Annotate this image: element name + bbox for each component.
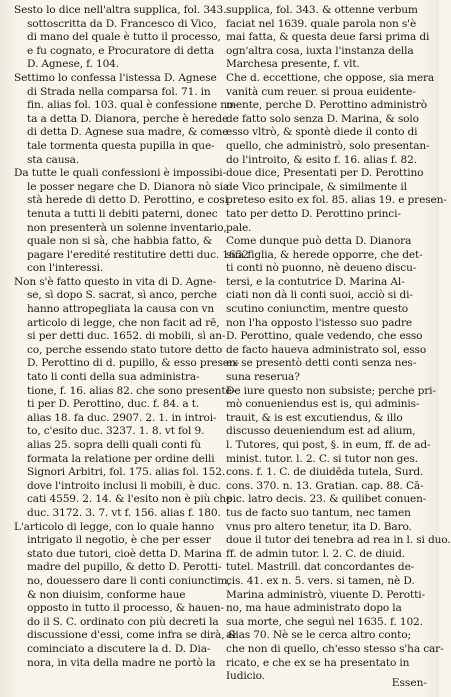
text-line: do l'introito, & esito f. 16. alias f. 82. [226,153,417,166]
text-line: stato due tutori, cioè detta D. Marina [27,547,222,560]
text-line: articolo di legge, che non facit ad rē, [27,316,220,329]
text-line: nora, in vita della madre ne portò la [27,656,216,669]
text-line: di mano del quale è tutto il processo, [27,31,221,44]
text-line: Marina administrò, viuente D. Perotti- [226,588,425,601]
text-line: cons. f. 1. C. de diuidēda tutela, Surd. [226,466,424,479]
text-line: de Vico principale, & similmente il [226,180,407,193]
text-line: ex se presentò detti conti senza nes- [226,357,417,370]
text-line: L'articolo di legge, con lo quale hanno [14,520,215,533]
text-line: do il S. C. ordinato con più decreti la [27,615,219,628]
text-line: con l'interessi. [27,262,104,275]
text-line: tato per detto D. Perottino princi- [226,207,401,220]
text-line: alias 25. sopra delli quali conti fù [27,439,201,451]
text-line: tato li conti della sua administra- [27,371,200,384]
text-line: ciati non dà li conti suoi, acciò si di- [226,289,413,302]
text-line: non presenterà un solenne inventario, [27,221,227,234]
text-line: ricato, e che ex se ha presentato in [226,656,410,669]
text-line: vanità cum reuer. si proua euidente- [226,85,416,98]
text-line: di detta D. Agnese sua madre, & come [27,126,229,139]
text-line: discusso deueniendum est ad alium, [226,425,416,438]
text-line: mai fatta, & questa deue farsi prima di [226,31,430,44]
text-line: Da tutte le quali confessioni è impossibi- [14,167,226,180]
text-line: minist. tutor. l. 2. C. si tutor non ges. [226,452,418,465]
text-line: duc. 3172. 3. 7. vt f. 156. alias f. 180. [27,506,221,519]
text-line: no, ma haue administrato dopo la [226,602,402,615]
text-line: non l'ha opposto l'istesso suo padre [226,316,413,329]
text-line: cis. 41. ex n. 5. vers. si tamen, nè D. [226,574,415,587]
text-line: tenuta a tutti li debiti paterni, donec [27,207,218,220]
text-line: tione, f. 16. alias 82. che sono presentē- [27,384,235,397]
text-line: sua morte, che seguì nel 1635. f. 102. [226,615,423,628]
text-line: intrigato il negotio, è che per esser [27,534,211,547]
text-line: Sesto lo dice nell'altra supplica, fol. 343. [14,4,227,16]
text-line: supplica, fol. 343. & ottenne verbum [226,4,418,16]
text-line: D. Perottino, quale vedendo, che esso [226,330,423,343]
text-line: de facto haueva administrato sol, esso [226,343,427,356]
text-line: cons. 370. n. 13. Gratian. cap. 88. Cā- [226,479,424,492]
text-line: opposto in tutto il processo, & hauen- [27,602,224,615]
text-line: tersi, e la contutrice D. Marina Al- [226,275,405,288]
text-line: vnus pro altero tenetur, ita D. Baro. [226,520,412,533]
text-line: co, perche essendo stato tutore detto [27,343,223,356]
text-line: sottoscritta da D. Francesco di Vico, [27,17,217,30]
text-line: di Strada nella comparsa fol. 71. in [27,85,211,98]
text-line: De iure questo non subsiste; perche pri- [226,384,436,397]
text-line: e fu cognato, e Procuratore di detta [27,44,215,57]
text-line: fin. alias fol. 103. qual è confessione no- [27,99,237,112]
text-line: to, c'esito duc. 3237. 1. 8. vt fol 9. [27,425,205,438]
text-line: preteso esito ex fol. 85. alias 19. e presen- [226,194,447,207]
text-line: formata la relatione per ordine delli [27,452,215,465]
text-line: ti conti nò puonno, nè deueno discu- [226,262,417,275]
text-line: suna reserua? [226,371,300,384]
text-line: Come dunque può detta D. Dianora [226,235,412,248]
text-line: tutel. Mastrill. dat concordantes de- [226,561,415,574]
text-line: le posser negare che D. Dianora nò sia [27,180,230,193]
text-line: Che d. eccettione, che oppose, sia mera [226,71,435,84]
text-line: scutino coniunctim, mentre questo [226,303,409,316]
text-line: trauit, & is est excutiendus, & illo [226,411,403,424]
text-line: mente, perche D. Perottino administrò [226,99,427,112]
text-line: esso vltrò, & spontè diede il conto di [226,126,418,139]
text-line: madre del pupillo, & detto D. Perotti- [27,561,222,574]
text-line: Signori Arbitri, fol. 175. alias fol. 152. [27,466,226,479]
text-line: alias 18. fa duc. 2907. 2. 1. in introi- [27,411,217,424]
text-line: ff. de admin tutor. l. 2. C. de diuid. [226,547,405,560]
text-line: de fatto solo senza D. Marina, & solo [226,112,419,125]
text-line: & non diuisim, conforme haue [27,588,186,601]
text-line: alias 70. Nè se le cerca altro conto; [226,629,411,642]
text-line: quale non si sà, che habbia fatto, & [27,235,213,248]
text-line: hanno attropegliata la causa con vn [27,303,214,316]
text-line: Marchesa presente, f. vlt. [226,58,360,71]
text-line: cominciato a discutere la d. D. Dia- [27,642,211,655]
text-line: sta causa. [27,153,80,166]
text-line: Non s'è fatto questo in vita di D. Agne- [14,275,217,288]
text-line: Iudicio. [226,670,265,683]
text-line: pagare l'eredité restitutire detti duc. 1652 [27,248,249,261]
text-line: ta a detta D. Dianora, perche è herede [27,112,229,125]
catchword: Essen- [391,677,427,689]
text-line: ogn'altra cosa, iuxta l'instanza della [226,44,414,57]
right-text-column [226,4,451,684]
text-line: tale tormenta questa pupilla in que- [27,139,215,152]
text-line: se, sì dopo S. sacrat, sì anco, perche [27,289,217,302]
text-line: discussione d'essi, come infra se dirà, & [27,629,237,642]
text-line: cati 4559. 2. 14. & l'esito non è più che [27,493,233,506]
text-line: quello, che administrò, solo presentan- [226,139,430,152]
text-line: doue dice, Presentati per D. Perottino [226,167,424,180]
text-line: tus de facto suo tantum, nec tamen [226,506,411,519]
text-line: pale. [226,221,252,234]
text-line: Settimo lo confessa l'istessa D. Agnese [14,71,217,84]
text-line: si per detti duc. 1652. di mobili, sì an- [27,330,226,343]
text-line: no, douessero dare li conti coniunctim, [27,574,231,587]
text-line: D. Perottino di d. pupillo, & esso presen- [27,357,240,370]
text-line: ti per D. Perottino, duc. f. 84. a t. [27,398,200,411]
text-line: l. Tutores, qui post, §. in eum, ff. de ad- [226,439,431,451]
text-line: pic. latro decis. 23. & quilibet conuen- [226,493,427,506]
text-line: faciat nel 1639. quale parola non s'è [226,17,417,30]
text-line: doue il tutor dei tenebra ad rea in l. si duo. [226,534,451,547]
text-line: mò conueniendus est is, qui adminis- [226,398,420,411]
text-line: che non di quello, ch'esso stesso s'ha car- [226,642,444,655]
text-line: sua figlia, & herede opporre, che det- [226,248,423,261]
text-line: dove l'introito inclusi li mobili, è duc. [27,479,221,492]
text-line: D. Agnese, f. 104. [27,58,119,71]
text-line: stà herede di detto D. Perottino, e cosi [27,194,228,207]
